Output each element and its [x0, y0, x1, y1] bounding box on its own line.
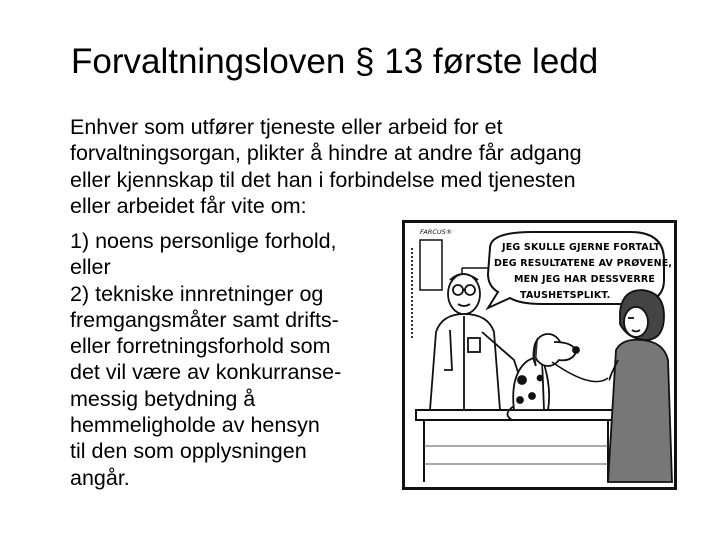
list-line: messig betydning å [70, 386, 256, 411]
list-line: det vil være av konkurranse- [70, 360, 342, 385]
speech-line: JEG SKULLE GJERNE FORTALT [502, 242, 661, 253]
speech-line: DEG RESULTATENE AV PRØVENE, [494, 258, 673, 269]
list-line: eller [70, 255, 111, 280]
list-line: hemmeligholde av hensyn [70, 413, 320, 438]
intro-paragraph [70, 114, 670, 219]
list-line: eller forretningsforhold som [70, 334, 331, 359]
cartoon-drawing [402, 220, 677, 490]
cartoon-illustration [402, 220, 677, 490]
intro-line: eller arbeidet får vite om: [70, 193, 307, 218]
speech-line: MEN JEG HAR DESSVERRE [514, 274, 656, 285]
slide-title: Forvaltningsloven § 13 første ledd [71, 42, 599, 81]
confidentiality-list [70, 228, 400, 491]
intro-line: forvaltningsorgan, plikter å hindre at andre får adgang [70, 141, 582, 166]
intro-line: eller kjennskap til det han i forbindelse med tjenesten [70, 167, 576, 192]
intro-line: Enhver som utfører tjeneste eller arbeid for et [70, 115, 503, 139]
list-line: til den som opplysningen [70, 439, 307, 464]
cartoon-signature: FARCUS® [420, 228, 453, 236]
list-line: fremgangsmåter samt drifts- [70, 307, 339, 332]
list-line: 1) noens personlige forhold, [70, 229, 337, 253]
exam-table [416, 410, 616, 420]
list-line: angår. [70, 465, 130, 490]
speech-line: TAUSHETSPLIKT. [520, 290, 611, 301]
list-line: 2) tekniske innretninger og [70, 281, 324, 306]
